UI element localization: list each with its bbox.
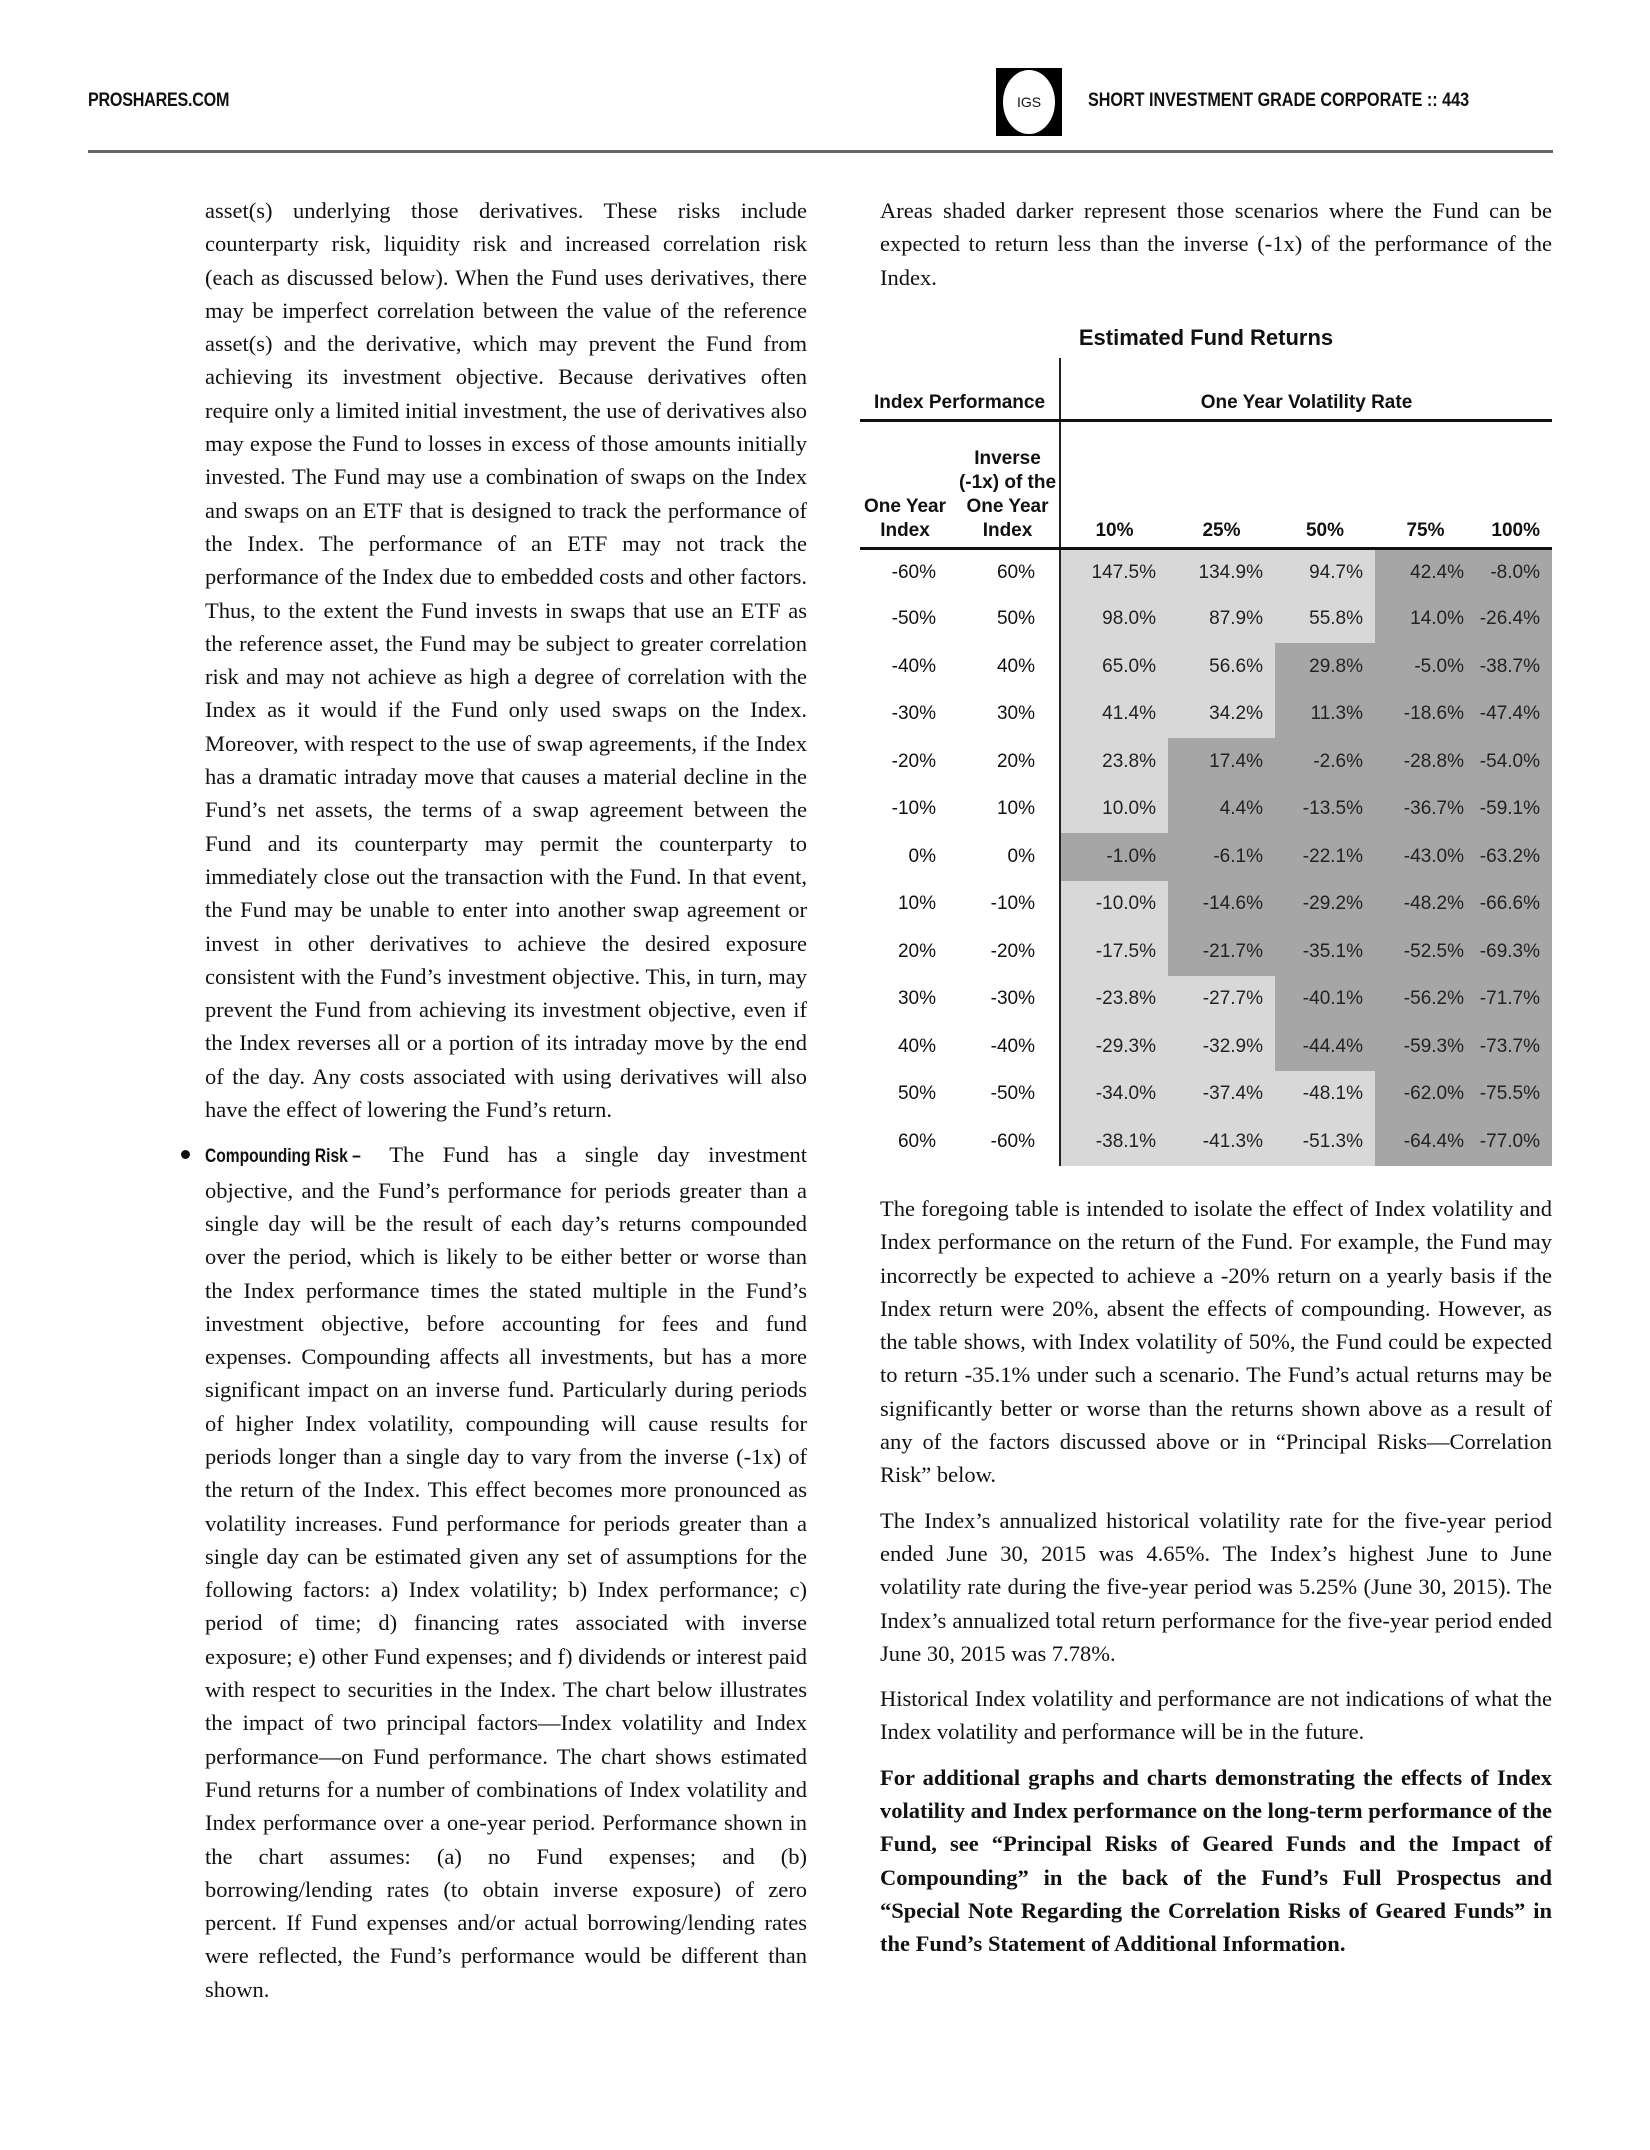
- fund-return-cell: -13.5%: [1275, 786, 1375, 834]
- fund-return-cell: -69.3%: [1476, 928, 1552, 976]
- fund-return-cell: -43.0%: [1375, 833, 1476, 881]
- ticker-badge: [996, 68, 1062, 136]
- right-column-lower: [880, 1192, 1552, 1973]
- fund-return-cell: -32.9%: [1168, 1023, 1275, 1071]
- compounding-risk-label: Compounding Risk –: [205, 1146, 361, 1168]
- fund-return-cell: 87.9%: [1168, 596, 1275, 644]
- shading-note: Areas shaded darker represent those scenarios where the Fund can be expected to return less than the inverse (-1x) of the performance of the Index.: [880, 198, 1552, 290]
- inverse-value: 60%: [950, 548, 1060, 596]
- one-year-index-header: One Year Index: [860, 420, 950, 548]
- vol-10-header: 10%: [1060, 420, 1168, 548]
- inverse-value: -10%: [950, 881, 1060, 929]
- fund-return-cell: 55.8%: [1275, 596, 1375, 644]
- fund-return-cell: -6.1%: [1168, 833, 1275, 881]
- table-row: [860, 738, 1552, 786]
- fund-return-cell: -37.4%: [1168, 1071, 1275, 1119]
- fund-return-cell: -8.0%: [1476, 548, 1552, 596]
- header-divider: [88, 150, 1553, 153]
- index-value: -50%: [891, 608, 936, 630]
- derivatives-paragraph: asset(s) underlying those derivatives. These risks include counterparty risk, liquidity risk and increased correlation risk (each as discussed below). When the Fund uses derivatives, there may be imperfect correlation between the value of the reference asset(s) and the derivative, which may prevent the Fund from achieving its investment objective. Because derivatives often require only a limited initial investment, the use of derivatives also may expose the Fund to losses in excess of those amounts initially invested. The Fund may use a combination of swaps on the Index and swaps on an ETF that is designed to track the performance of the Index. The performance of an ETF may not track the performance of the Index due to embedded costs and other factors. Thus, to the extent the Fund invests in swaps that use an ETF as the reference asset, the Fund may be subject to greater correlation risk and may not achieve as high a degree of correlation with the Index as it would if the Fund only used swaps on the Index. Moreover, with respect to the use of swap agreements, if the Index has a dramatic intraday move that causes a material decline in the Fund’s net assets, the terms of a swap agreement between the Fund and its counterparty may permit the counterparty to immediately close out the transaction with the Fund. In that event, the Fund may be unable to enter into another swap agreement or invest in other derivatives to achieve the desired exposure consistent with the Fund’s investment objective. This, in turn, may prevent the Fund from achieving its investment objective, even if the Index reverses all or a portion of its intraday move by the end of the day. Any costs associated with using derivatives will also have the effect of lowering the Fund’s return.: [205, 198, 807, 1123]
- table-row: [860, 786, 1552, 834]
- fund-return-cell: 147.5%: [1060, 548, 1168, 596]
- inverse-value: 50%: [950, 596, 1060, 644]
- index-value: 30%: [897, 988, 936, 1010]
- table-row: [860, 976, 1552, 1024]
- fund-return-cell: -14.6%: [1168, 881, 1275, 929]
- volatility-rate-header: One Year Volatility Rate: [1060, 358, 1552, 420]
- inverse-value: -60%: [950, 1118, 1060, 1166]
- disclaimer-paragraph: Historical Index volatility and performance are not indications of what the Index volatility and performance will be in the future.: [880, 1686, 1552, 1745]
- table-body: [860, 548, 1552, 1166]
- fund-return-cell: 29.8%: [1275, 643, 1375, 691]
- fund-return-cell: -1.0%: [1060, 833, 1168, 881]
- fund-return-cell: -66.6%: [1476, 881, 1552, 929]
- table-row: [860, 1023, 1552, 1071]
- fund-return-cell: 17.4%: [1168, 738, 1275, 786]
- fund-return-cell: -18.6%: [1375, 691, 1476, 739]
- fund-return-cell: -64.4%: [1375, 1118, 1476, 1166]
- fund-return-cell: -40.1%: [1275, 976, 1375, 1024]
- fund-return-cell: -5.0%: [1375, 643, 1476, 691]
- fund-return-cell: -75.5%: [1476, 1071, 1552, 1119]
- index-value: 10%: [897, 893, 936, 915]
- fund-return-cell: -36.7%: [1375, 786, 1476, 834]
- fund-return-cell: 41.4%: [1060, 691, 1168, 739]
- inverse-value: -40%: [950, 1023, 1060, 1071]
- fund-return-cell: -23.8%: [1060, 976, 1168, 1024]
- inverse-value: 30%: [950, 691, 1060, 739]
- fund-return-cell: 65.0%: [1060, 643, 1168, 691]
- page-header: [0, 0, 1650, 160]
- table-row: [860, 881, 1552, 929]
- site-name: PROSHARES.COM: [88, 90, 230, 111]
- index-value: 50%: [897, 1083, 936, 1105]
- index-value: 60%: [897, 1130, 936, 1152]
- fund-return-cell: -29.2%: [1275, 881, 1375, 929]
- table-row: [860, 928, 1552, 976]
- table-row: [860, 548, 1552, 596]
- fund-return-cell: 94.7%: [1275, 548, 1375, 596]
- inverse-index-header: Inverse (-1x) of the One Year Index: [950, 420, 1060, 548]
- fund-return-cell: 23.8%: [1060, 738, 1168, 786]
- inverse-value: -30%: [950, 976, 1060, 1024]
- inverse-value: 40%: [950, 643, 1060, 691]
- fund-return-cell: 4.4%: [1168, 786, 1275, 834]
- fund-return-cell: -44.4%: [1275, 1023, 1375, 1071]
- fund-return-cell: -38.1%: [1060, 1118, 1168, 1166]
- fund-return-cell: -56.2%: [1375, 976, 1476, 1024]
- fund-return-cell: -48.1%: [1275, 1071, 1375, 1119]
- bullet-icon: [181, 1150, 190, 1159]
- fund-return-cell: -73.7%: [1476, 1023, 1552, 1071]
- index-performance-header: Index Performance: [860, 358, 1060, 420]
- fund-return-cell: -59.3%: [1375, 1023, 1476, 1071]
- fund-return-cell: 11.3%: [1275, 691, 1375, 739]
- fund-return-cell: -51.3%: [1275, 1118, 1375, 1166]
- fund-return-cell: -52.5%: [1375, 928, 1476, 976]
- table-row: [860, 643, 1552, 691]
- table-row: [860, 596, 1552, 644]
- fund-return-cell: 34.2%: [1168, 691, 1275, 739]
- fund-return-cell: -10.0%: [1060, 881, 1168, 929]
- fund-return-cell: -35.1%: [1275, 928, 1375, 976]
- fund-return-cell: -63.2%: [1476, 833, 1552, 881]
- vol-75-header: 75%: [1375, 420, 1476, 548]
- vol-50-header: 50%: [1275, 420, 1375, 548]
- historical-volatility-paragraph: The Index’s annualized historical volatility rate for the five-year period ended June 30, 2015 was 4.65%. The Index’s highest June to June volatility rate during the five-year period was 5.25% (June 30, 2015). The Index’s annualized total return performance for the five-year period ended June 30, 2015 was 7.78%.: [880, 1507, 1552, 1666]
- index-value: -60%: [891, 561, 936, 583]
- fund-return-cell: 134.9%: [1168, 548, 1275, 596]
- fund-return-cell: 14.0%: [1375, 596, 1476, 644]
- fund-return-cell: -38.7%: [1476, 643, 1552, 691]
- table-title: Estimated Fund Returns: [1078, 325, 1334, 350]
- section-title: SHORT INVESTMENT GRADE CORPORATE :: 443: [1088, 90, 1470, 111]
- compounding-risk-text: The Fund has a single day investment objective, and the Fund’s performance for periods greater than a single day will be the result of each day’s returns compounded over the period, which is likely to be either better or worse than the Index performance times the stated multiple in the Fund’s investment objective, before accounting for fees and fund expenses. Compounding affects all investments, but has a more significant impact on an inverse fund. Particularly during periods of higher Index volatility, compounding will cause results for periods longer than a single day to vary from the inverse (-1x) of the return of the Index. This effect becomes more pronounced as volatility increases. Fund performance for periods greater than a single day can be estimated given any set of assumptions for the following factors: a) Index volatility; b) Index performance; c) period of time; d) financing rates associated with inverse exposure; e) other Fund expenses; and f) dividends or interest paid with respect to securities in the Index. The chart below illustrates the impact of two principal factors—Index volatility and Index performance—on Fund performance. The chart shows estimated Fund returns for a number of combinations of Index volatility and Index performance over a one-year period. Performance shown in the chart assumes: (a) no Fund expenses; and (b) borrowing/lending rates (to obtain inverse exposure) of zero percent. If Fund expenses and/or actual borrowing/lending rates were reflected, the Fund’s performance would be different than shown.: [205, 1142, 807, 2002]
- fund-return-cell: -22.1%: [1275, 833, 1375, 881]
- right-column: [880, 194, 1552, 306]
- estimated-fund-returns-table: [860, 358, 1552, 1166]
- index-value: -20%: [891, 750, 936, 772]
- fund-return-cell: 10.0%: [1060, 786, 1168, 834]
- inverse-value: -20%: [950, 928, 1060, 976]
- fund-return-cell: -47.4%: [1476, 691, 1552, 739]
- fund-return-cell: -48.2%: [1375, 881, 1476, 929]
- fund-return-cell: -59.1%: [1476, 786, 1552, 834]
- fund-return-cell: -41.3%: [1168, 1118, 1275, 1166]
- index-value: -40%: [891, 655, 936, 677]
- table-row: [860, 1118, 1552, 1166]
- index-value: 20%: [897, 940, 936, 962]
- vol-100-header: 100%: [1476, 420, 1552, 548]
- index-value: -10%: [891, 798, 936, 820]
- fund-return-cell: -27.7%: [1168, 976, 1275, 1024]
- table-row: [860, 833, 1552, 881]
- fund-return-cell: -28.8%: [1375, 738, 1476, 786]
- foregoing-table-paragraph: The foregoing table is intended to isolate the effect of Index volatility and Index performance on the return of the Fund. For example, the Fund may incorrectly be expected to achieve a -20% return on a yearly basis if the Index return were 20%, absent the effects of compounding. However, as the table shows, with Index volatility of 50%, the Fund could be expected to return -35.1% under such a scenario. The Fund’s actual returns may be significantly better or worse than the returns shown above as a result of any of the factors discussed above or in “Principal Risks—Correlation Risk” below.: [880, 1196, 1552, 1488]
- vol-25-header: 25%: [1168, 420, 1275, 548]
- fund-return-cell: 98.0%: [1060, 596, 1168, 644]
- index-value: 0%: [908, 845, 936, 867]
- fund-return-cell: -17.5%: [1060, 928, 1168, 976]
- additional-info-paragraph: For additional graphs and charts demonstrating the effects of Index volatility and Index performance on the long-term performance of the Fund, see “Principal Risks of Geared Funds and the Impact of Compounding” in the back of the Fund’s Full Prospectus and “Special Note Regarding the Correlation Risks of Geared Funds” in the Fund’s Statement of Additional Information.: [880, 1764, 1552, 1957]
- fund-return-cell: -71.7%: [1476, 976, 1552, 1024]
- ticker-badge-label: IGS: [1003, 70, 1055, 134]
- table-row: [860, 1071, 1552, 1119]
- fund-return-cell: 56.6%: [1168, 643, 1275, 691]
- fund-return-cell: -54.0%: [1476, 738, 1552, 786]
- fund-return-cell: -77.0%: [1476, 1118, 1552, 1166]
- inverse-value: 0%: [950, 833, 1060, 881]
- fund-return-cell: -26.4%: [1476, 596, 1552, 644]
- compounding-risk-bullet: [205, 1138, 807, 2006]
- inverse-value: -50%: [950, 1071, 1060, 1119]
- fund-return-cell: -29.3%: [1060, 1023, 1168, 1071]
- fund-return-cell: 42.4%: [1375, 548, 1476, 596]
- inverse-value: 10%: [950, 786, 1060, 834]
- index-value: 40%: [897, 1035, 936, 1057]
- fund-return-cell: -2.6%: [1275, 738, 1375, 786]
- fund-return-cell: -34.0%: [1060, 1071, 1168, 1119]
- inverse-value: 20%: [950, 738, 1060, 786]
- table-row: [860, 691, 1552, 739]
- fund-return-cell: -21.7%: [1168, 928, 1275, 976]
- index-value: -30%: [891, 703, 936, 725]
- fund-return-cell: -62.0%: [1375, 1071, 1476, 1119]
- estimated-fund-returns-table-block: [860, 318, 1552, 1166]
- left-column: [205, 194, 807, 2006]
